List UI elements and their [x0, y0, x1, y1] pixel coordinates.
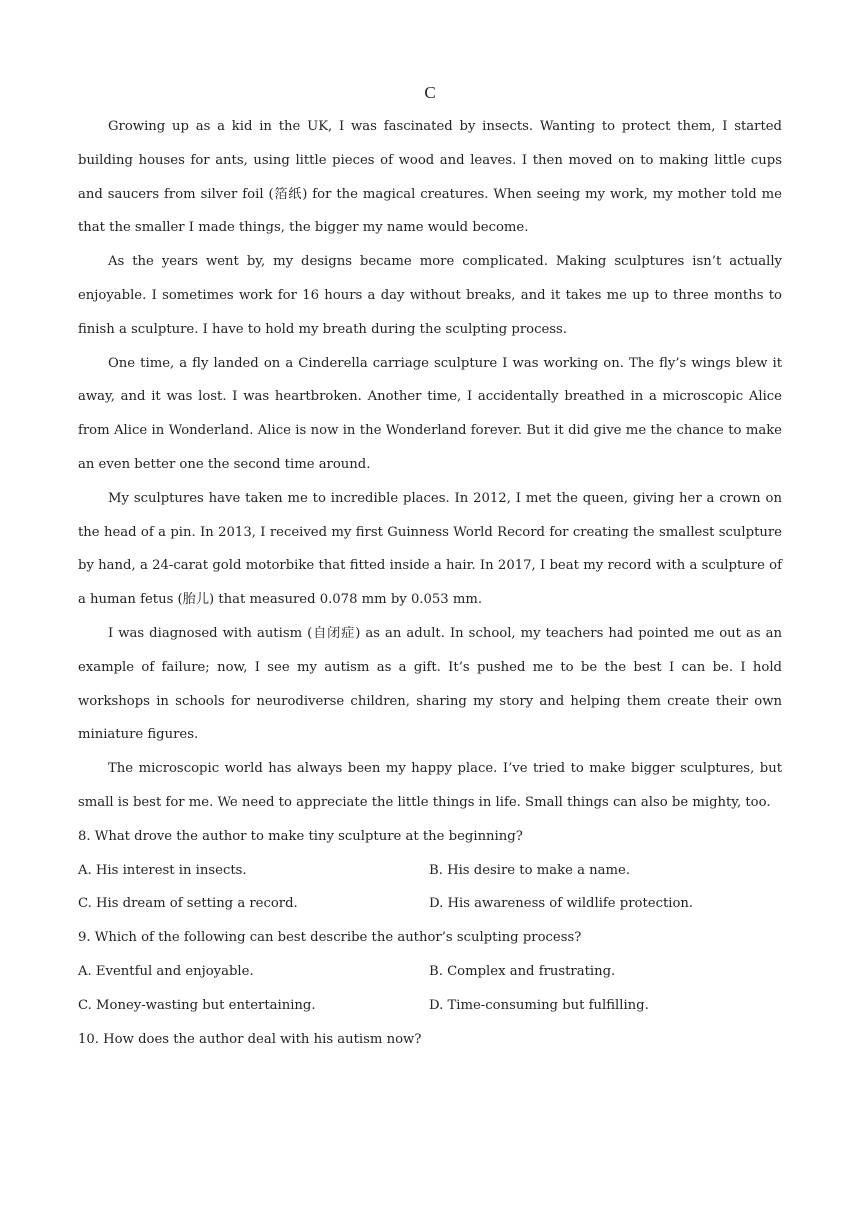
paragraph-1: Growing up as a kid in the UK, I was fascinated by insects. Wanting to protect them, I started building houses for ants, using little pieces of wood and leaves. I then moved on to making little cups and saucers from silver foil (箔纸) for the magical creatures. When seeing my work, my mother told me that the smaller I made things, the bigger my name would become.: [78, 119, 782, 236]
option-a: A. His interest in insects.: [78, 862, 247, 878]
paragraph-6: The microscopic world has always been my happy place. I’ve tried to make bigger sculptures, but small is best for me. We need to appreciate the little things in life. Small things can also be mighty, too.: [78, 761, 782, 810]
option-d: D. His awareness of wildlife protection.: [429, 896, 694, 912]
option-b: B. Complex and frustrating.: [429, 963, 616, 979]
section-title: C: [424, 83, 436, 102]
document-page: [78, 80, 782, 1056]
question-9: [78, 921, 782, 1022]
paragraph-3: One time, a fly landed on a Cinderella carriage sculpture I was working on. The fly’s wings blew it away, and it was lost. I was heartbroken. Another time, I accidentally breathed in a microscopic Alice from Alice in Wonderland. Alice is now in the Wonderland forever. But it did give me the chance to make an even better one the second time around.: [78, 355, 782, 472]
option-row: [78, 989, 782, 1023]
option-b: B. His desire to make a name.: [429, 862, 630, 878]
question-stem: 8. What drove the author to make tiny sculpture at the beginning?: [78, 828, 523, 844]
option-c: C. Money-wasting but entertaining.: [78, 997, 316, 1013]
option-a: A. Eventful and enjoyable.: [78, 963, 254, 979]
option-row: [78, 955, 782, 989]
option-c: C. His dream of setting a record.: [78, 896, 298, 912]
paragraph-4: My sculptures have taken me to incredible places. In 2012, I met the queen, giving her a crown on the head of a pin. In 2013, I received my first Guinness World Record for creating the smallest sculpture by hand, a 24-carat gold motorbike that fitted inside a hair. In 2017, I beat my record with a sculpture of a human fetus (胎儿) that measured 0.078 mm by 0.053 mm.: [78, 490, 782, 608]
option-d: D. Time-consuming but fulfilling.: [429, 997, 649, 1013]
question-10: [78, 1023, 782, 1057]
paragraph-5: I was diagnosed with autism (自闭症) as an adult. In school, my teachers had pointed me out as an example of failure; now, I see my autism as a gift. It’s pushed me to be the best I can be. I hold workshops in schools for neurodiverse children, sharing my story and helping them create their own miniature figures.: [78, 625, 782, 743]
question-8: [78, 820, 782, 921]
option-row: [78, 854, 782, 888]
option-row: [78, 887, 782, 921]
question-stem: 10. How does the author deal with his autism now?: [78, 1031, 422, 1047]
question-stem: 9. Which of the following can best describe the author’s sculpting process?: [78, 930, 582, 946]
paragraph-2: As the years went by, my designs became more complicated. Making sculptures isn’t actually enjoyable. I sometimes work for 16 hours a day without breaks, and it takes me up to three months to finish a sculpture. I have to hold my breath during the sculpting process.: [78, 254, 782, 337]
